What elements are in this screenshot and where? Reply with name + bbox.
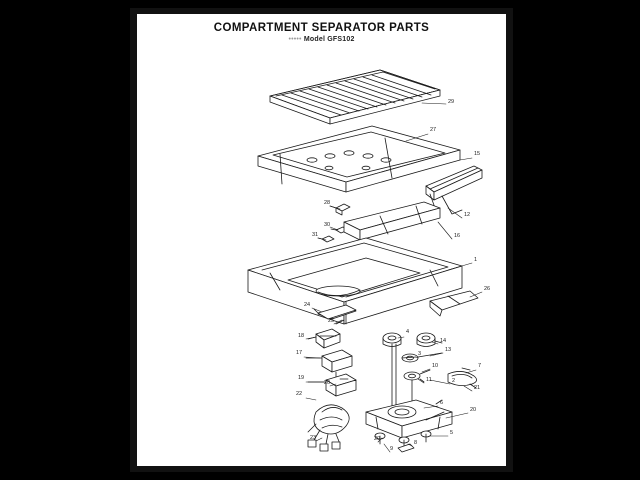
exploded-diagram bbox=[130, 8, 513, 472]
model-number: GFS102 bbox=[327, 36, 355, 43]
callout-8: 8 bbox=[414, 440, 418, 446]
callout-3: 3 bbox=[418, 351, 422, 357]
scan-smudge: ••••• bbox=[288, 36, 302, 43]
callout-23: 23 bbox=[310, 435, 317, 441]
part-18-block bbox=[308, 329, 340, 348]
part-14-grommet bbox=[417, 333, 442, 347]
callout-29: 29 bbox=[448, 99, 455, 105]
callout-21: 21 bbox=[474, 385, 481, 391]
part-29-grille bbox=[270, 70, 440, 124]
callout-2: 2 bbox=[452, 378, 456, 384]
callout-18: 18 bbox=[298, 333, 305, 339]
part-22-23-harness bbox=[308, 405, 349, 451]
callout-20-a: 20 bbox=[324, 380, 331, 386]
callout-25: 25 bbox=[328, 318, 335, 324]
callout-11: 11 bbox=[426, 377, 432, 383]
callout-30: 30 bbox=[324, 222, 331, 228]
callout-4: 4 bbox=[406, 329, 410, 335]
callout-19: 19 bbox=[298, 375, 305, 381]
callout-22: 22 bbox=[296, 391, 303, 397]
callout-13: 13 bbox=[445, 347, 452, 353]
part-27-divider-pan bbox=[258, 126, 460, 192]
callout-20-c: 20 bbox=[374, 436, 381, 442]
part-19-20-terminals bbox=[308, 374, 356, 396]
callout-28: 28 bbox=[324, 200, 331, 206]
part-1-separator-panel bbox=[248, 238, 462, 324]
callout-9: 9 bbox=[390, 446, 394, 452]
callout-14: 14 bbox=[440, 338, 447, 344]
callout-12: 12 bbox=[464, 212, 471, 218]
callout-10: 10 bbox=[432, 363, 439, 369]
callout-20-b: 20 bbox=[470, 407, 477, 413]
callout-16: 16 bbox=[454, 233, 461, 239]
callout-7: 7 bbox=[478, 363, 482, 369]
callout-15: 15 bbox=[474, 151, 481, 157]
callout-31: 31 bbox=[312, 232, 319, 238]
callout-5: 5 bbox=[450, 430, 454, 436]
scan-edge-bottom bbox=[130, 466, 513, 472]
callout-6: 6 bbox=[440, 400, 444, 406]
page-title: COMPARTMENT SEPARATOR PARTS bbox=[213, 22, 430, 34]
scan-edge-right bbox=[506, 8, 513, 472]
part-28-clip bbox=[330, 204, 350, 215]
callout-26: 26 bbox=[484, 286, 491, 292]
callout-27: 27 bbox=[430, 127, 437, 133]
callout-24: 24 bbox=[304, 302, 311, 308]
part-31-clip bbox=[318, 236, 334, 242]
scan-edge-top bbox=[130, 8, 513, 14]
scan-edge-left bbox=[130, 8, 137, 472]
scanned-page bbox=[130, 8, 513, 472]
model-label: Model bbox=[303, 36, 326, 43]
diagram-svg bbox=[130, 8, 513, 472]
callout-17: 17 bbox=[296, 350, 303, 356]
part-16-duct bbox=[344, 202, 440, 240]
callout-1: 1 bbox=[474, 257, 478, 263]
